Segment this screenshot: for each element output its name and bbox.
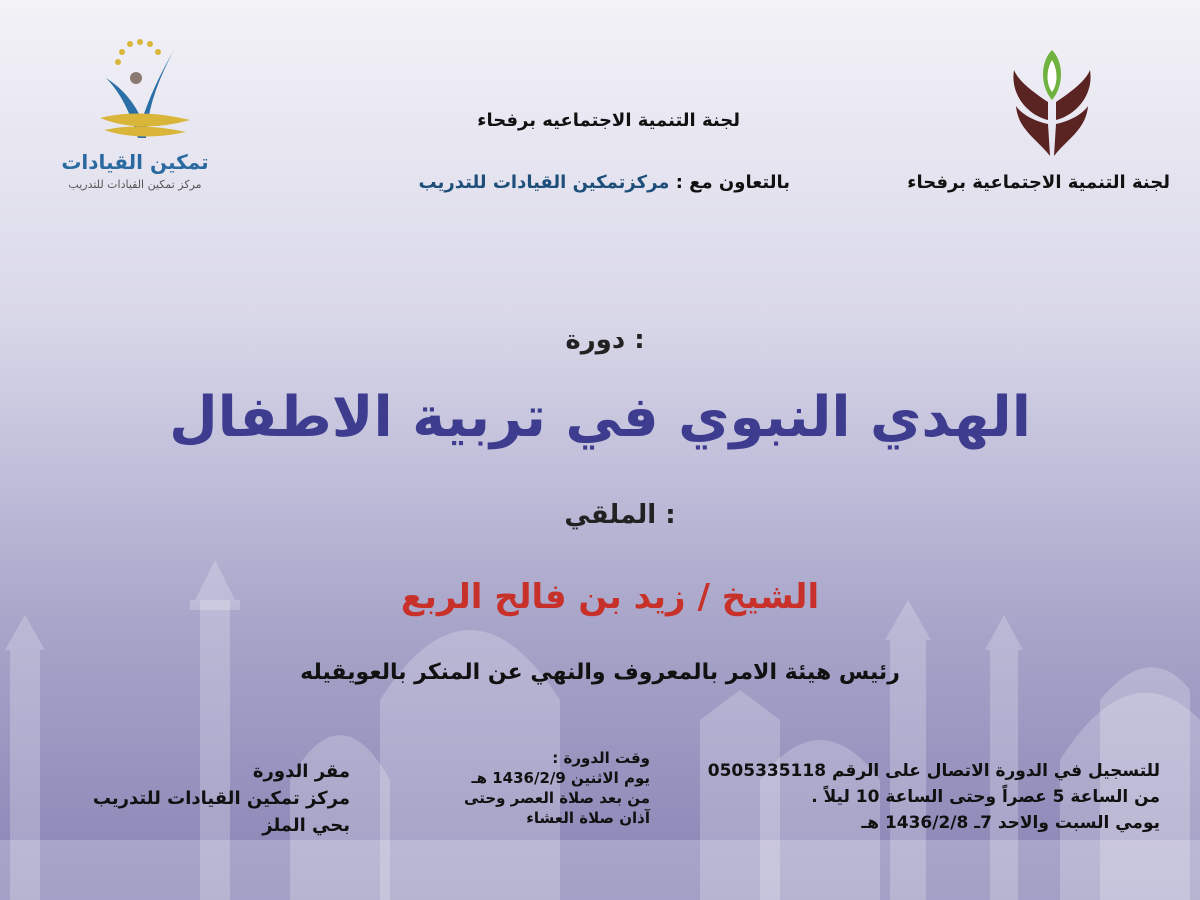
collaboration-line	[360, 172, 790, 193]
committee-logo-icon	[1000, 40, 1105, 160]
course-title: الهدي النبوي في تربية الاطفال	[169, 385, 1031, 450]
registration-line-2: . من الساعة 5 عصراً وحتى الساعة 10 ليلاً	[811, 787, 1160, 807]
logo-left-title: تمكين القيادات	[61, 150, 209, 174]
lecturer-name: الشيخ / زيد بن فالح الربع	[400, 577, 820, 617]
registration-info	[680, 758, 1160, 836]
lecturer-role: رئيس هيئة الامر بالمعروف والنهي عن المنكر بالعويقيله	[300, 660, 900, 685]
lecturer-label: الملقي :	[564, 500, 676, 530]
collaboration-label: بالتعاون مع :	[675, 172, 790, 193]
logo-left-subtitle: مركز تمكين القيادات للتدريب	[68, 178, 202, 191]
course-time-info	[380, 748, 650, 828]
course-label: دورة :	[565, 325, 645, 355]
venue-line-2: مركز تمكين القيادات للتدريب	[92, 788, 350, 809]
collaboration-partner: مركزتمكين القيادات للتدريب	[418, 172, 670, 193]
committee-name-under-logo: لجنة التنمية الاجتماعية برفحاء	[907, 172, 1170, 193]
time-line-3: من بعد صلاة العصر وحتى	[464, 789, 650, 807]
registration-line-3: يومي السبت والاحد 7ـ 1436/2/8 هـ	[861, 813, 1160, 833]
time-line-1: : وقت الدورة	[552, 749, 650, 767]
course-venue-info	[20, 758, 350, 839]
time-line-2: يوم الاثنين 1436/2/9 هـ	[471, 769, 650, 787]
venue-line-3: بحي الملز	[262, 815, 350, 836]
top-committee-title: لجنة التنمية الاجتماعيه برفحاء	[477, 110, 740, 131]
registration-line-1: للتسجيل في الدورة الاتصال على الرقم 0505335118	[707, 761, 1160, 781]
time-line-4: آذان صلاة العشاء	[526, 809, 650, 827]
venue-line-1: مقر الدورة	[252, 761, 350, 782]
